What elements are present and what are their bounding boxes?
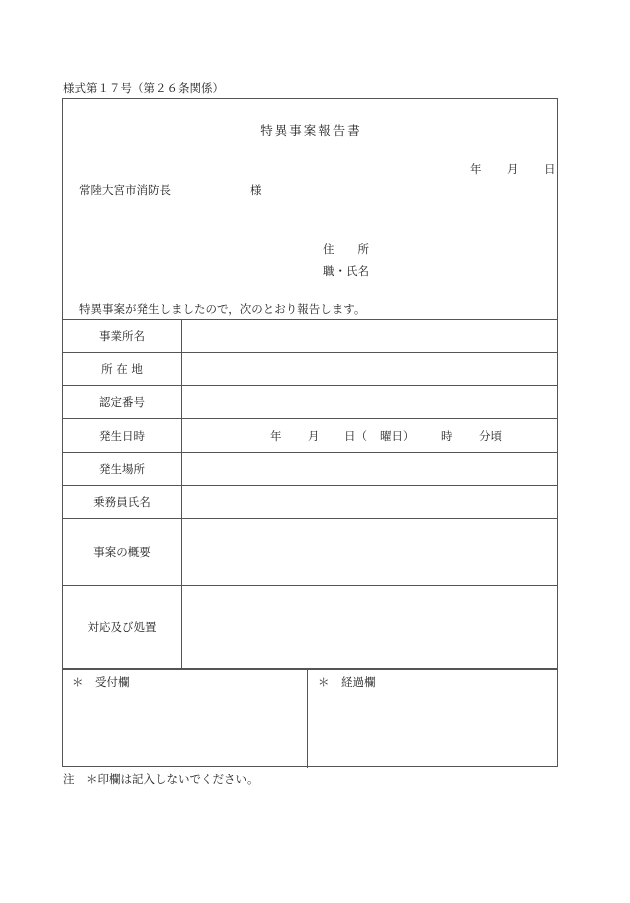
footnote: 注 ＊印欄は記入しないでください。 [63, 772, 259, 786]
field-row-occurrence-datetime [63, 419, 558, 453]
location-label: 所 在 地 [63, 353, 182, 386]
datetime-hour-unit: 時 [441, 429, 453, 443]
datetime-minute-unit: 分頃 [479, 429, 502, 443]
field-row-summary [63, 519, 558, 586]
field-row-occurrence-place [63, 453, 558, 486]
fields-table [62, 319, 558, 669]
honorific: 様 [250, 183, 262, 197]
datetime-day-unit: 日（ [344, 429, 367, 443]
field-row-action [63, 586, 558, 669]
field-row-crew-name [63, 486, 558, 519]
occurrence-place-field[interactable] [182, 453, 558, 486]
form-number: 様式第１７号（第２６条関係） [63, 81, 224, 95]
addressee: 常陸大宮市消防長 [79, 183, 171, 197]
date-year-label: 年 [470, 162, 482, 176]
field-row-cert-number [63, 386, 558, 419]
date-day-label: 日 [544, 162, 556, 176]
occurrence-datetime-field[interactable] [182, 419, 558, 453]
progress-label: ＊ 経過欄 [318, 675, 376, 689]
location-field[interactable] [182, 353, 558, 386]
datetime-year-unit: 年 [270, 429, 282, 443]
report-form [62, 98, 558, 767]
occurrence-datetime-label: 発生日時 [63, 419, 182, 453]
reporter-name-label: 職・氏名 [323, 264, 369, 278]
cert-number-field[interactable] [182, 386, 558, 419]
datetime-weekday-unit: 曜日） [380, 429, 415, 443]
reception-label: ＊ 受付欄 [72, 675, 130, 689]
crew-name-field[interactable] [182, 486, 558, 519]
document-title: 特異事案報告書 [260, 123, 362, 138]
reporter-address-label: 住 所 [323, 242, 369, 256]
datetime-month-unit: 月 [308, 429, 320, 443]
progress-box[interactable] [308, 670, 558, 768]
action-label: 対応及び処置 [63, 586, 182, 669]
date-month-label: 月 [507, 162, 519, 176]
field-row-office-name [63, 320, 558, 353]
office-use-row [62, 669, 558, 768]
summary-field[interactable] [182, 519, 558, 586]
occurrence-place-label: 発生場所 [63, 453, 182, 486]
action-field[interactable] [182, 586, 558, 669]
intro-text: 特異事案が発生しましたので，次のとおり報告します。 [79, 302, 366, 316]
cert-number-label: 認定番号 [63, 386, 182, 419]
field-row-location [63, 353, 558, 386]
office-name-label: 事業所名 [63, 320, 182, 353]
office-name-field[interactable] [182, 320, 558, 353]
summary-label: 事案の概要 [63, 519, 182, 586]
crew-name-label: 乗務員氏名 [63, 486, 182, 519]
reception-box[interactable] [62, 670, 308, 768]
